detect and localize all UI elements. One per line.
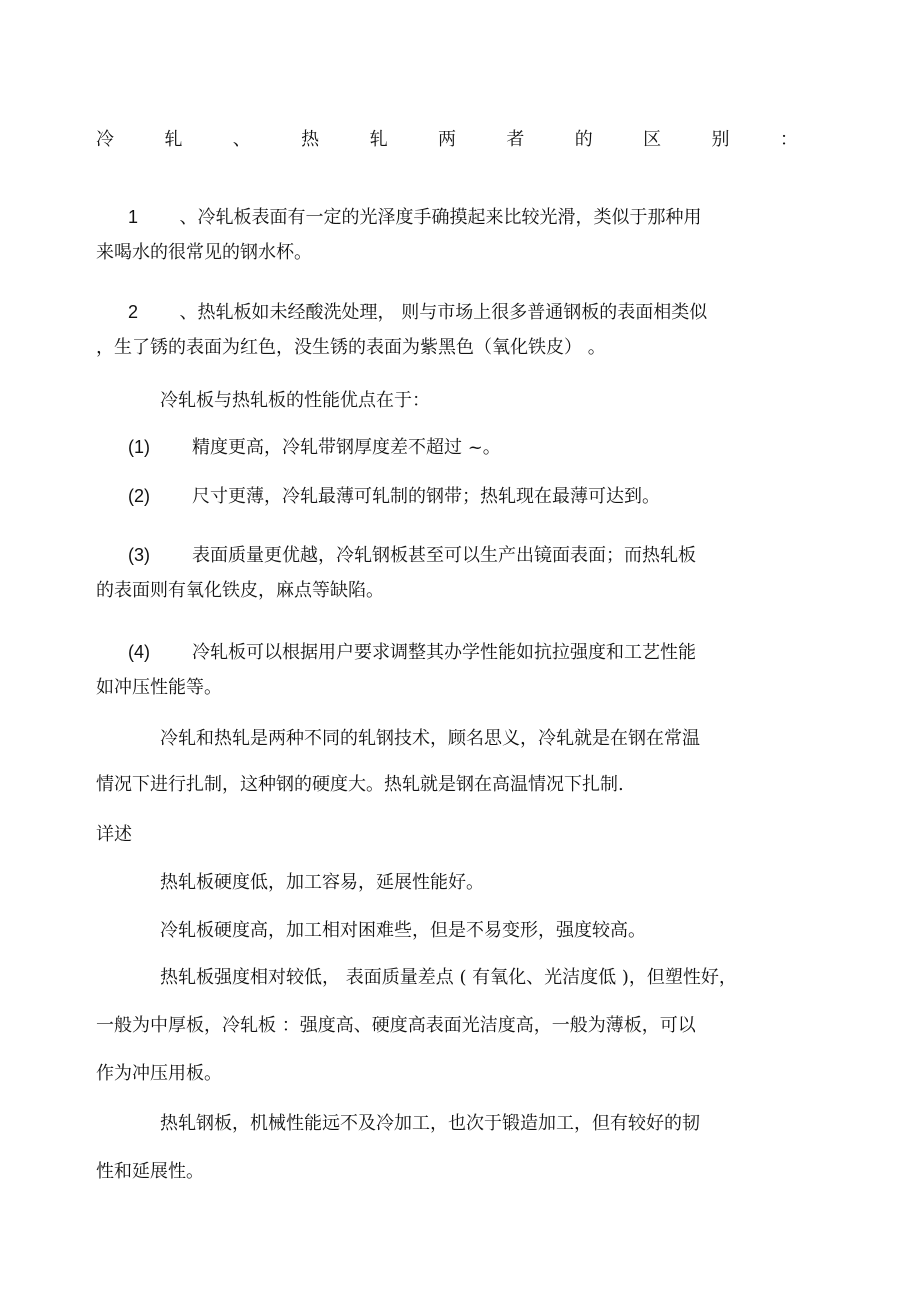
details-hot-strength-line2: 一般为中厚板，冷轧板 ：强度高、硬度高表面光洁度高，一般为薄板，可以 bbox=[96, 1015, 696, 1036]
item-2-continued: ，生了锈的表面为红色，没生锈的表面为紫黑色（氧化铁皮） 。 bbox=[96, 337, 606, 358]
details-hot-steel-line1: 热轧钢板，机械性能远不及冷加工，也次于锻造加工，但有较好的韧 bbox=[160, 1113, 700, 1134]
advantage-number: (1) bbox=[128, 437, 150, 457]
details-hot-strength-line1: 热轧板强度相对较低， 表面质量差点 ( 有氧化、光洁度低 )，但塑性好， bbox=[160, 967, 737, 988]
cold-hot-paragraph-line2: 情况下进行扎制，这种钢的硬度大。热轧就是钢在高温情况下扎制. bbox=[96, 774, 624, 795]
title-char: 、 bbox=[232, 129, 251, 150]
advantage-3 bbox=[128, 543, 696, 568]
title-char: 两 bbox=[437, 129, 456, 150]
advantage-3-continued: 的表面则有氧化铁皮，麻点等缺陷。 bbox=[96, 580, 384, 601]
advantage-4 bbox=[128, 640, 696, 665]
advantage-1 bbox=[128, 435, 501, 460]
advantage-text: 表面质量更优越，冷轧钢板甚至可以生产出镜面表面；而热轧板 bbox=[192, 545, 696, 566]
title-char: 别 bbox=[711, 129, 730, 150]
advantage-text: 尺寸更薄，冷轧最薄可轧制的钢带；热轧现在最薄可达到。 bbox=[192, 486, 660, 507]
page-title bbox=[96, 128, 798, 152]
title-char: 轧 bbox=[369, 129, 388, 150]
advantage-text: 冷轧板可以根据用户要求调整其办学性能如抗拉强度和工艺性能 bbox=[192, 642, 696, 663]
item-2 bbox=[128, 300, 707, 325]
title-char: 轧 bbox=[164, 129, 183, 150]
advantage-number: (3) bbox=[128, 545, 150, 565]
item-number: 2 bbox=[128, 302, 139, 322]
advantage-4-continued: 如冲压性能等。 bbox=[96, 677, 222, 698]
item-1-continued: 来喝水的很常见的钢水杯。 bbox=[96, 242, 312, 263]
advantage-text: 精度更高，冷轧带钢厚度差不超过 ~。 bbox=[192, 437, 501, 458]
item-text: 、热轧板如未经酸洗处理， 则与市场上很多普通钢板的表面相类似 bbox=[179, 302, 708, 323]
details-hot-low: 热轧板硬度低，加工容易，延展性能好。 bbox=[160, 872, 484, 893]
advantage-2 bbox=[128, 484, 660, 509]
advantages-intro: 冷轧板与热轧板的性能优点在于： bbox=[160, 390, 430, 411]
item-number: 1 bbox=[128, 207, 139, 227]
details-hot-steel-line2: 性和延展性。 bbox=[96, 1161, 204, 1182]
advantage-number: (4) bbox=[128, 642, 150, 662]
details-cold-high: 冷轧板硬度高，加工相对困难些，但是不易变形，强度较高。 bbox=[160, 920, 646, 941]
title-char: 区 bbox=[643, 129, 662, 150]
title-char: 热 bbox=[301, 129, 320, 150]
title-char: 的 bbox=[574, 129, 593, 150]
title-char: 冷 bbox=[96, 129, 114, 150]
details-hot-strength-line3: 作为冲压用板。 bbox=[96, 1063, 222, 1084]
cold-hot-paragraph-line1: 冷轧和热轧是两种不同的轧钢技术，顾名思义，冷轧就是在钢在常温 bbox=[160, 728, 700, 749]
details-heading: 详述 bbox=[96, 824, 132, 845]
title-char: ： bbox=[779, 129, 798, 150]
item-text: 、冷轧板表面有一定的光泽度手确摸起来比较光滑，类似于那种用 bbox=[179, 207, 702, 228]
title-char: 者 bbox=[506, 129, 525, 150]
item-1 bbox=[128, 205, 701, 230]
advantage-number: (2) bbox=[128, 486, 150, 506]
